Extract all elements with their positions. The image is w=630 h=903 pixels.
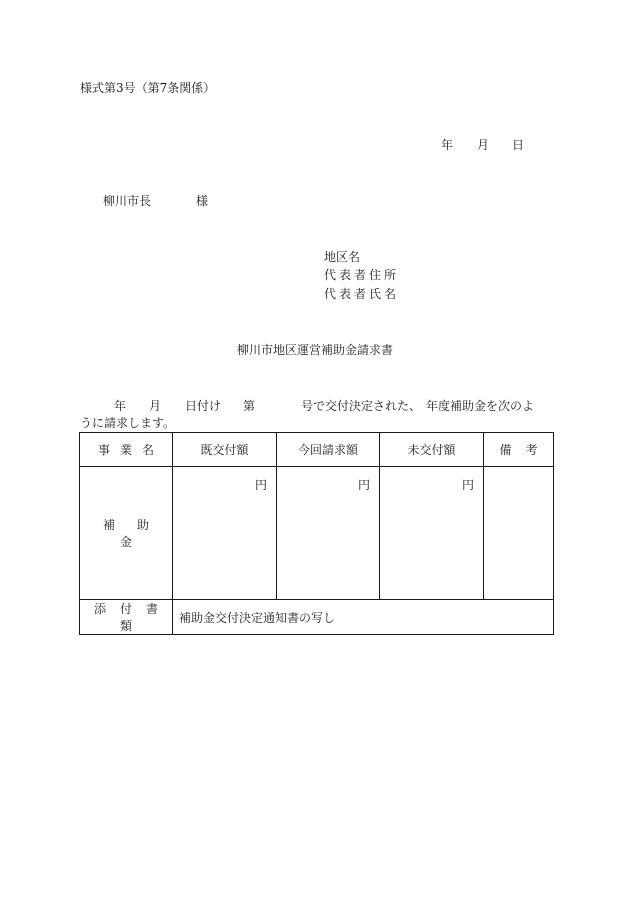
claim-table xyxy=(79,432,554,635)
applicant-address-label: 代表者住所 xyxy=(324,268,400,282)
form-id: 様式第3号（第7条関係） xyxy=(80,81,216,95)
header-not-granted: 未交付額 xyxy=(380,433,484,467)
body-dated-label: 日付け xyxy=(185,399,222,413)
body-number-suffix: 号で交付決定された、 xyxy=(301,399,422,413)
applicant-name-label: 代表者氏名 xyxy=(324,287,400,301)
applicant-district-label: 地区名 xyxy=(324,250,361,264)
attachment-value: 補助金交付決定通知書の写し xyxy=(173,600,554,635)
body-number-prefix: 第 xyxy=(243,399,256,413)
body-year-label: 年 xyxy=(114,399,127,413)
table-row-subsidy xyxy=(80,467,554,600)
table-header-row xyxy=(80,433,554,467)
header-project: 事業名 xyxy=(80,433,173,467)
header-current-claim: 今回請求額 xyxy=(277,433,380,467)
addressee-honorific: 様 xyxy=(196,194,209,208)
addressee-name: 柳川市長 xyxy=(103,194,152,208)
body-text-line-2: うに請求します。 xyxy=(80,416,176,430)
cell-remarks xyxy=(484,467,554,600)
header-already-granted: 既交付額 xyxy=(173,433,277,467)
cell-current-claim-yen: 円 xyxy=(277,467,380,600)
cell-already-granted-yen: 円 xyxy=(173,467,277,600)
table-row-attachment xyxy=(80,600,554,635)
body-month-label: 月 xyxy=(149,399,162,413)
row-label-subsidy: 補助金 xyxy=(80,467,173,600)
cell-not-granted-yen: 円 xyxy=(380,467,484,600)
attachment-label: 添付書類 xyxy=(80,600,173,635)
document-title: 柳川市地区運営補助金請求書 xyxy=(237,343,394,357)
header-remarks: 備考 xyxy=(484,433,554,467)
date-day-label: 日 xyxy=(512,138,525,152)
date-year-label: 年 xyxy=(441,138,454,152)
date-month-label: 月 xyxy=(477,138,490,152)
body-fiscal-tail: 年度補助金を次のよ xyxy=(426,399,535,413)
